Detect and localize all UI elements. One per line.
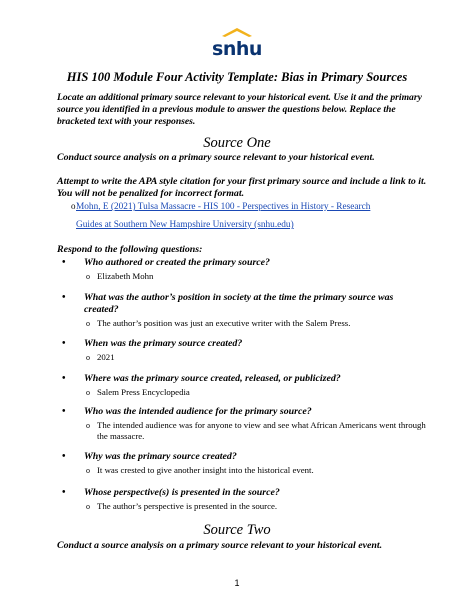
snhu-logo <box>0 28 474 59</box>
answer-7 <box>86 501 427 512</box>
bullet-icon: • <box>62 338 66 349</box>
bullet-icon: • <box>62 451 66 462</box>
intro-paragraph: Locate an additional primary source relevant to your historical event. Use it and the primary source you identified in a previous module to answer the questions below. Replace the bracketed text with your responses. <box>57 92 422 127</box>
question-1 <box>62 257 422 269</box>
answer-3 <box>86 352 427 363</box>
source-two-subheading: Conduct a source analysis on a primary source relevant to your historical event. <box>57 540 383 551</box>
sub-bullet-icon: o <box>86 502 90 511</box>
question-text: What was the author’s position in society at the time the primary source was created? <box>84 292 394 315</box>
answer-text: Salem Press Encyclopedia <box>97 387 190 397</box>
logo-text: snhu <box>212 38 262 60</box>
answer-text: The author’s perspective is presented in the source. <box>97 501 278 511</box>
question-text: When was the primary source created? <box>84 338 243 349</box>
sub-bullet-icon: o <box>86 388 90 397</box>
answer-text: The intended audience was for anyone to view and see what African Americans went through the massacre. <box>97 420 426 441</box>
sub-bullet-icon: o <box>86 466 90 475</box>
page-number: 1 <box>234 578 240 588</box>
bullet-icon: • <box>62 406 66 417</box>
answer-6 <box>86 465 427 476</box>
citation-link-line1[interactable]: Mohn, E (2021) Tulsa Massacre - HIS 100 - Perspectives in History - Research <box>76 202 371 212</box>
question-text: Who was the intended audience for the primary source? <box>84 406 312 417</box>
answer-text: Elizabeth Mohn <box>97 271 154 281</box>
bullet-icon: • <box>62 487 66 498</box>
question-text: Where was the primary source created, released, or publicized? <box>84 373 341 384</box>
answer-1 <box>86 271 427 282</box>
bullet-icon: • <box>62 292 66 303</box>
sub-bullet-icon: o <box>86 421 90 430</box>
question-3 <box>62 338 422 350</box>
bullet-icon: • <box>62 373 66 384</box>
question-2 <box>62 292 422 316</box>
question-4 <box>62 373 422 385</box>
question-text: Whose perspective(s) is presented in the source? <box>84 487 280 498</box>
question-text: Why was the primary source created? <box>84 451 237 462</box>
question-text: Who authored or created the primary source? <box>84 257 270 268</box>
page-title: HIS 100 Module Four Activity Template: Bias in Primary Sources <box>66 70 408 84</box>
sub-bullet-icon: o <box>86 272 90 281</box>
source-one-subheading: Conduct source analysis on a primary source relevant to your historical event. <box>57 152 375 163</box>
source-one-heading: Source One <box>203 135 271 151</box>
question-6 <box>62 451 422 463</box>
sub-bullet-icon: o <box>86 353 90 362</box>
citation-prompt: Attempt to write the APA style citation for your first primary source and include a link to it. You will not be penalized for incorrect format. <box>57 176 427 199</box>
question-7 <box>62 487 422 499</box>
answer-4 <box>86 387 427 398</box>
source-two-heading: Source Two <box>203 522 271 538</box>
citation-bullet: o <box>71 201 76 211</box>
question-5 <box>62 406 422 418</box>
bullet-icon: • <box>62 257 66 268</box>
answer-2 <box>86 318 427 329</box>
answer-5 <box>86 420 427 442</box>
citation-link-line2[interactable]: Guides at Southern New Hampshire University (snhu.edu) <box>76 220 294 230</box>
answer-text: The author’s position was just an executive writer with the Salem Press. <box>97 318 351 328</box>
sub-bullet-icon: o <box>86 319 90 328</box>
respond-heading: Respond to the following questions: <box>57 244 203 255</box>
answer-text: It was crested to give another insight into the historical event. <box>97 465 314 475</box>
logo-roof-icon <box>215 28 259 40</box>
answer-text: 2021 <box>97 352 115 362</box>
